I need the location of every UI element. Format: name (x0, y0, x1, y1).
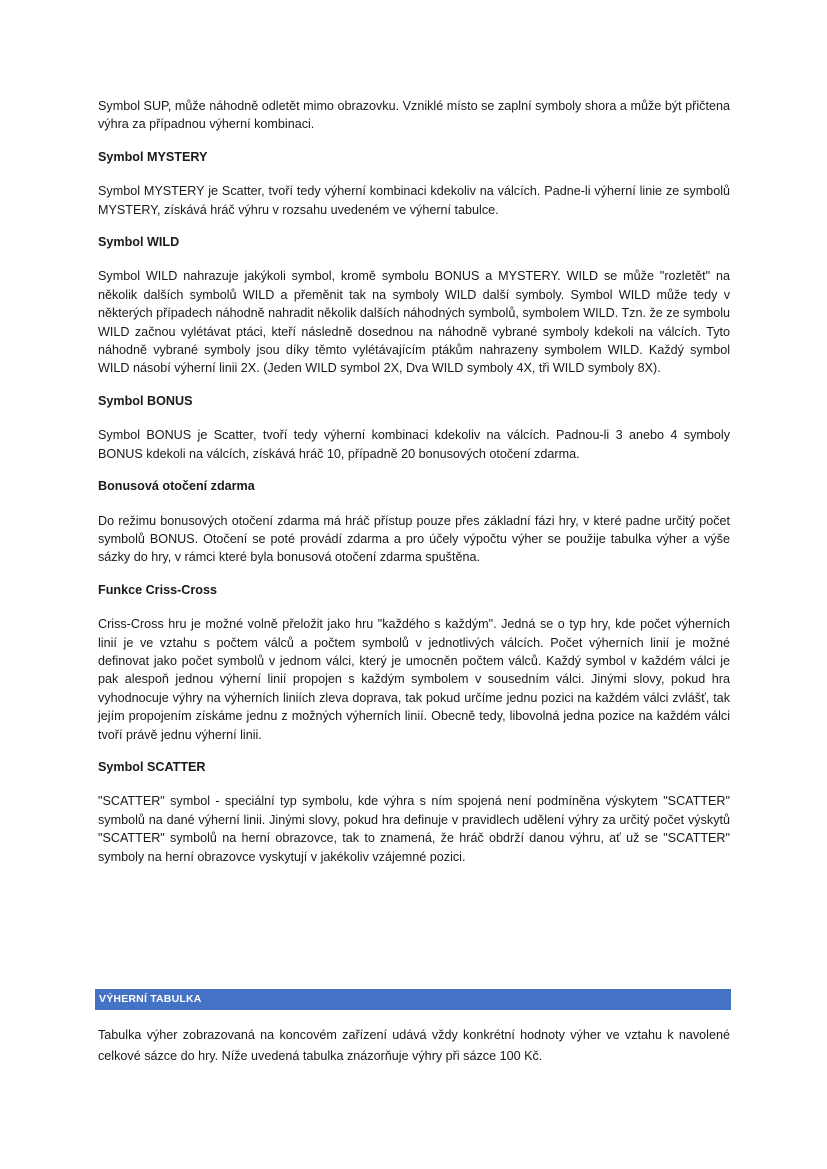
paytable-intro-paragraph: Tabulka výher zobrazovaná na koncovém zařízení udává vždy konkrétní hodnoty výher ve vztahu k navolené celkové sázce do hry. Níže uvedená tabulka znázorňuje výhry při sázce 100 Kč. (98, 1028, 730, 1063)
wild-heading: Symbol WILD (98, 235, 180, 250)
bonus-heading: Symbol BONUS (98, 393, 193, 408)
mystery-paragraph: Symbol MYSTERY je Scatter, tvoří tedy výherní kombinaci kdekoliv na válcích. Padne-li výherní linie ze symbolů MYSTERY, získává hráč výhru v rozsahu uvedeném ve výherní tabulce. (98, 184, 730, 217)
sup-paragraph: Symbol SUP, může náhodně odletět mimo obrazovku. Vzniklé místo se zaplní symboly shora a může být přičtena výhra za případnou výherní kombinaci. (98, 99, 730, 132)
paytable-intro (98, 1025, 730, 1067)
criss-cross-paragraph: Criss-Cross hru je možné volně přeložit jako hru "každého s každým". Jedná se o typ hry, kde počet výherních linií je ve vztahu s počtem válců a počtem symbolů v jednotlivých válcích. Počet výherních linií je možné definovat jako počet symbolů v jednom válci, který je umocněn počtem válců. Každý symbol v každém válci je pak alespoň jednou výherní linií propojen s každým symbolem v sousedním válci. Jinými slovy, pokud hra vyhodnocuje výhry na výherních liniích zleva doprava, tak pokud určíme jednu pozici na každém válci zvlášť, tak jejím propojením získáme jednu z možných výherních linií. Obecně tedy, libovolná jedna pozice na každém válci tvoří právě jednu výherní linii. (98, 617, 730, 742)
section-heading-bar (95, 989, 731, 1010)
free-spins-paragraph: Do režimu bonusových otočení zdarma má hráč přístup pouze přes základní fázi hry, v které padne určitý počet symbolů BONUS. Otočení se poté provádí zdarma a pro účely výpočtu výher se použije tabulka výher a výše sázky do hry, v rámci které byla bonusová otočení zdarma spuštěna. (98, 513, 730, 565)
rules-body (98, 97, 730, 866)
section-title: VÝHERNÍ TABULKA (99, 993, 202, 1005)
bonus-paragraph: Symbol BONUS je Scatter, tvoří tedy výherní kombinaci kdekoliv na válcích. Padnou-li 3 anebo 4 symboly BONUS kdekoli na válcích, získává hráč 10, případně 20 bonusových otočení zdarma. (98, 428, 730, 461)
mystery-heading: Symbol MYSTERY (98, 149, 208, 164)
criss-cross-heading: Funkce Criss-Cross (98, 582, 217, 597)
free-spins-heading: Bonusová otočení zdarma (98, 479, 255, 494)
scatter-heading: Symbol SCATTER (98, 759, 206, 774)
wild-paragraph: Symbol WILD nahrazuje jakýkoli symbol, kromě symbolu BONUS a MYSTERY. WILD se může "rozletět" na několik dalších symbolů WILD a přeměnit tak na symboly WILD další symboly. Symbol WILD může tedy v některých případech náhodně nahradit několik dalších náhodných symbolů, symbolem WILD. Tzn. že ze symbolu WILD začnou vylétávat ptáci, kteří následně dosednou na náhodně vybrané symboly kdekoli na válcích. Tyto náhodně vybrané symboly jsou díky těmto vylétávajícím ptákům nahrazeny symbolem WILD. Každý symbol WILD násobí výherní linii 2X. (Jeden WILD symbol 2X, Dva WILD symboly 4X, tři WILD symboly 8X). (98, 269, 730, 376)
scatter-paragraph: "SCATTER" symbol - speciální typ symbolu, kde výhra s ním spojená není podmíněna výskytem "SCATTER" symbolů na dané výherní linii. Jinými slovy, pokud hra definuje v pravidlech udělení výhry za určitý počet výskytů "SCATTER" symbolů na herní obrazovce, tak to znamená, že hráč obdrží danou výhru, ať už se "SCATTER" symboly na herní obrazovce vyskytují v jakékoliv vzájemné pozici. (98, 794, 730, 864)
